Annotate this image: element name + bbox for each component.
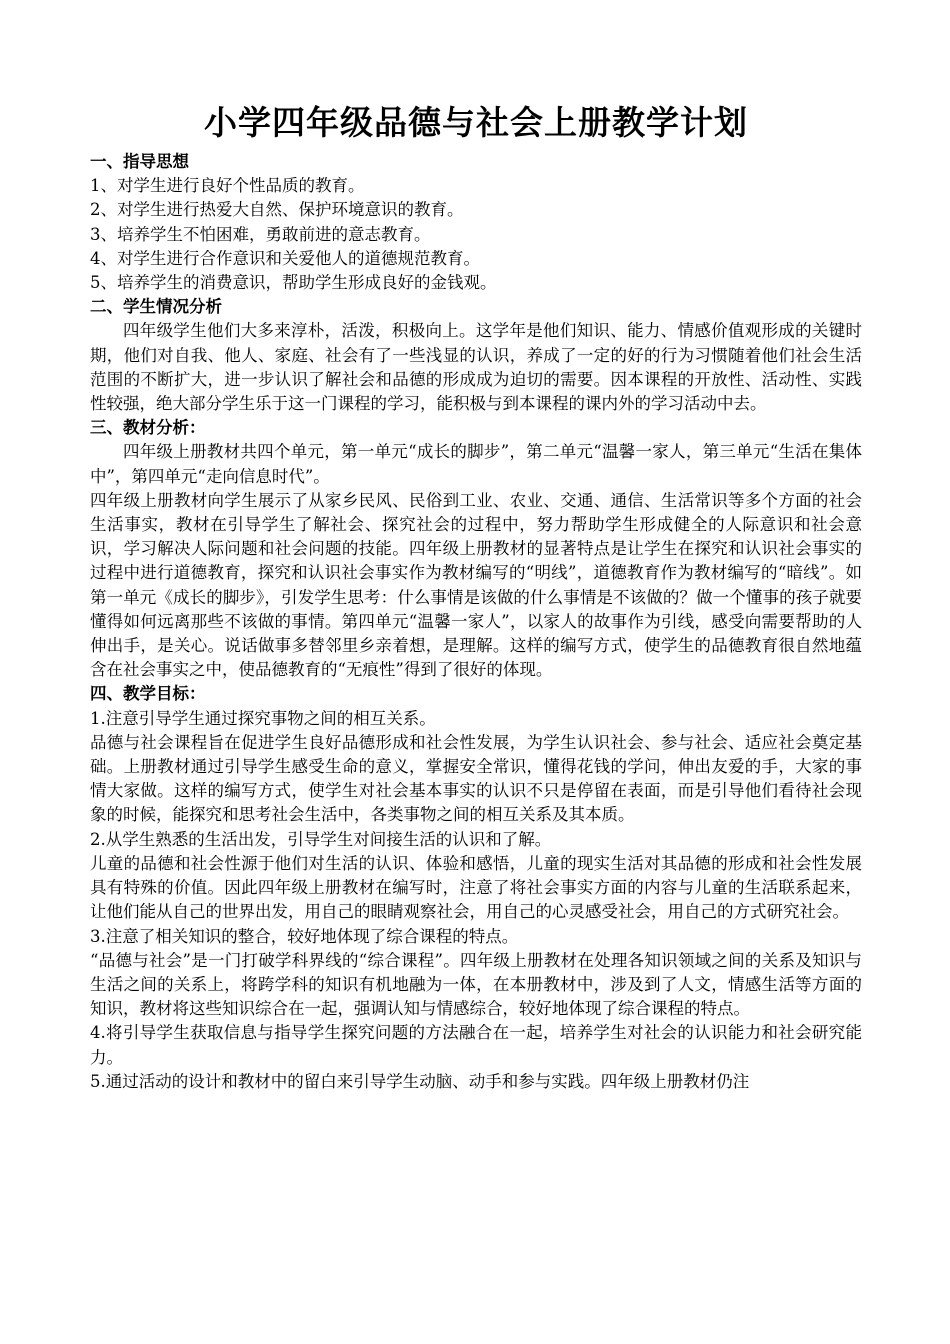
list-item: 5、培养学生的消费意识，帮助学生形成良好的金钱观。 [90, 273, 497, 293]
textbook-units-paragraph: 四年级上册教材共四个单元，第一单元“成长的脚步”，第二单元“温馨一家人，第三单元“生活在集体中”，第四单元“走向信息时代”。 [90, 442, 862, 486]
textbook-analysis-paragraph: 四年级上册教材向学生展示了从家乡民风、民俗到工业、农业、交通、通信、生活常识等多个方面的社会生活事实，教材在引导学生了解社会、探究社会的过程中，努力帮助学生形成健全的人际意识和社会意识，学习解决人际问题和社会问题的技能。四年级上册教材的显著特点是让学生在探究和认识社会事实的过程中进行道德教育，探究和认识社会事实作为教材编写的“明线”，道德教育作为教材编写的“暗线”。如第一单元《成长的脚步》，引发学生思考：什么事情是该做的什么事情是不该做的？做一个懂事的孩子就要懂得如何远离那些不该做的事情。第四单元“温馨一家人”，以家人的故事作为引线，感受向需要帮助的人伸出手，是关心。说话做事多替邻里乡亲着想，是理解。这样的编写方式，使学生的品德教育很自然地蕴含在社会事实之中，使品德教育的“无痕性”得到了很好的体现。 [90, 490, 862, 680]
goal-3-heading: 3.注意了相关知识的整合，较好地体现了综合课程的特点。 [90, 926, 519, 946]
student-analysis-paragraph: 四年级学生他们大多来淳朴，活泼，积极向上。这学年是他们知识、能力、情感价值观形成的关键时期，他们对自我、他人、家庭、社会有了一些浅显的认识，养成了一定的好的行为习惯随着他们社会生活范围的不断扩大，进一步认识了解社会和品德的形成成为迫切的需要。因本课程的开放性、活动性、实践性较强，绝大部分学生乐于这一门课程的学习，能积极与到本课程的课内外的学习活动中去。 [90, 321, 862, 414]
goal-2-heading: 2.从学生熟悉的生活出发，引导学生对间接生活的认识和了解。 [90, 829, 552, 849]
list-item: 4、对学生进行合作意识和关爱他人的道德规范教育。 [90, 248, 480, 268]
goal-3-paragraph: “品德与社会”是一门打破学科界线的“综合课程”。四年级上册教材在处理各知识领域之间的关系及知识与生活之间的关系上，将跨学科的知识有机地融为一体，在本册教材中，涉及到了人文，情感生活等方面的知识，教材将这些知识综合在一起，强调认知与情感综合，较好地体现了综合课程的特点。 [90, 950, 862, 1019]
document-page [90, 100, 862, 1094]
list-item: 2、对学生进行热爱大自然、保护环境意识的教育。 [90, 200, 464, 220]
list-item: 1、对学生进行良好个性品质的教育。 [90, 176, 365, 196]
section-1-heading: 一、指导思想 [90, 152, 189, 171]
goal-1-paragraph: 品德与社会课程旨在促进学生良好品德形成和社会性发展，为学生认识社会、参与社会、适应社会奠定基础。上册教材通过引导学生感受生命的意义，掌握安全常识，懂得花钱的学问，伸出友爱的手，大家的事情大家做。这样的编写方式，使学生对社会基本事实的认识不只是停留在表面，而是引导他们看待社会现象的时候，能探究和思考社会生活中，各类事物之间的相互关系及其本质。 [90, 732, 862, 825]
goal-5-paragraph: 5.通过活动的设计和教材中的留白来引导学生动脑、动手和参与实践。四年级上册教材仍注 [90, 1071, 750, 1091]
section-2-heading: 二、学生情况分析 [90, 297, 222, 317]
list-item: 3、培养学生不怕困难，勇敢前进的意志教育。 [90, 224, 431, 244]
goal-1-heading: 1.注意引导学生通过探究事物之间的相互关系。 [90, 708, 436, 728]
document-title: 小学四年级品德与社会上册教学计划 [204, 103, 748, 142]
goal-4-paragraph: 4.将引导学生获取信息与指导学生探究问题的方法融合在一起，培养学生对社会的认识能力和社会研究能力。 [90, 1023, 862, 1067]
section-3-heading: 三、教材分析： [90, 418, 206, 438]
goal-2-paragraph: 儿童的品德和社会性源于他们对生活的认识、体验和感悟，儿童的现实生活对其品德的形成和社会性发展具有特殊的价值。因此四年级上册教材在编写时，注意了将社会事实方面的内容与儿童的生活联系起来，让他们能从自己的世界出发，用自己的眼睛观察社会，用自己的心灵感受社会，用自己的方式研究社会。 [90, 853, 862, 922]
section-4-heading: 四、教学目标： [90, 684, 206, 704]
